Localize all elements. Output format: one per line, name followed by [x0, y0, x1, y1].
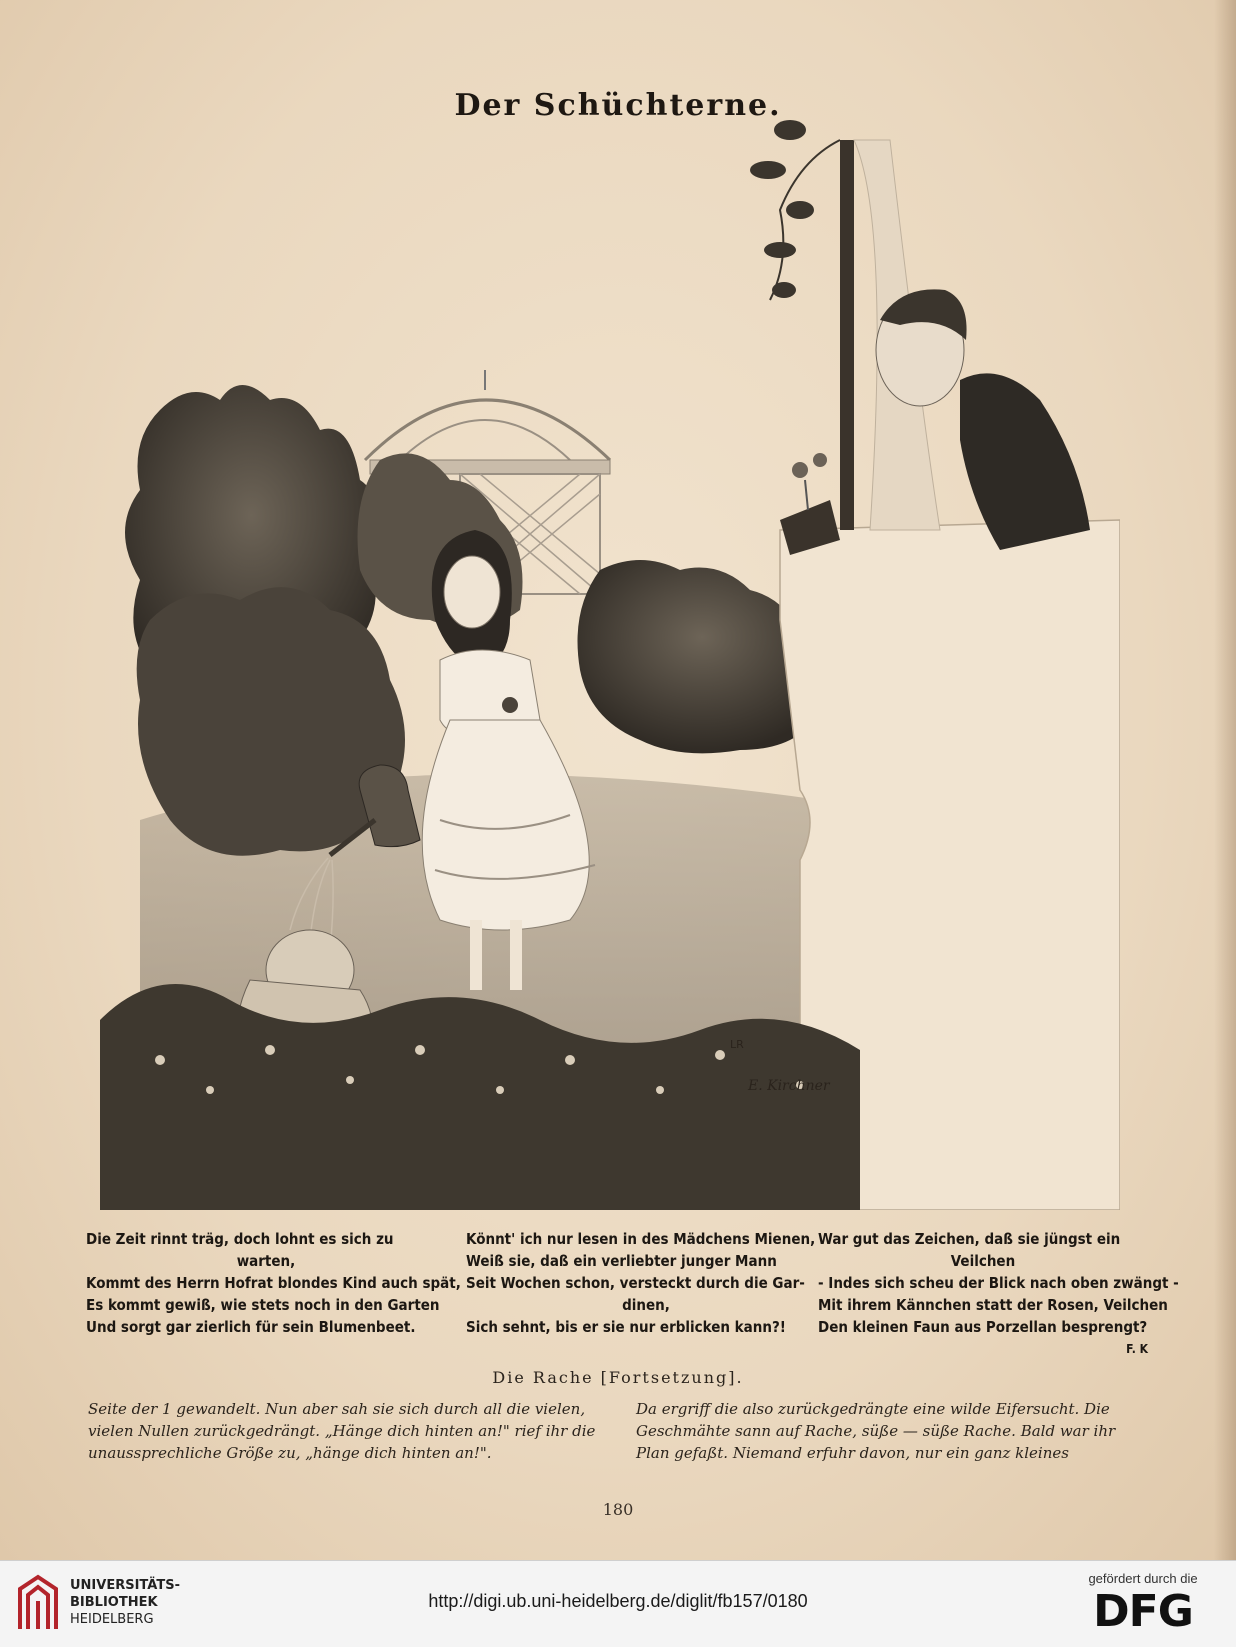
permalink-url[interactable]: http://digi.ub.uni-heidelberg.de/diglit/fb157/0180 [428, 1591, 808, 1611]
prose-line: vielen Nullen zurückgedrängt. „Hänge dich hinten an!" rief ihr die [88, 1422, 596, 1440]
flower-pot [780, 453, 840, 555]
prose-line: Seite der 1 gewandelt. Nun aber sah sie sich durch all die vielen, [88, 1400, 586, 1418]
logo-line: UNIVERSITÄTS- [70, 1578, 180, 1593]
prose-line: Plan gefaßt. Niemand erfuhr davon, nur ein ganz kleines [636, 1444, 1069, 1462]
viewer-footer [0, 1560, 1236, 1647]
poem-line: - Indes sich scheu der Blick nach oben zwängt - [818, 1274, 1179, 1292]
poem-line: Die Zeit rinnt träg, doch lohnt es sich zu [86, 1230, 394, 1248]
poem-line: Seit Wochen schon, versteckt durch die Gar- [466, 1274, 805, 1292]
poem-line: War gut das Zeichen, daß sie jüngst ein [818, 1230, 1121, 1248]
prose-column-left [88, 1398, 596, 1464]
poem-stanza-3 [818, 1228, 1179, 1360]
logo-line: HEIDELBERG [70, 1612, 154, 1627]
prose-heading: Die Rache [Fortsetzung]. [492, 1368, 744, 1387]
page-number: 180 [602, 1500, 634, 1519]
logo-line: BIBLIOTHEK [70, 1595, 158, 1610]
page-edge-shadow [1214, 0, 1236, 1560]
poem-line: warten, [236, 1252, 296, 1270]
funder-label: gefördert durch die [1088, 1571, 1198, 1586]
prose-column-right [636, 1398, 1136, 1464]
poem-line: Kommt des Herrn Hofrat blondes Kind auch spät, [86, 1274, 461, 1292]
funder-block [1068, 1571, 1218, 1638]
poem-stanza-2 [466, 1228, 826, 1338]
poem-line: dinen, [622, 1296, 670, 1314]
artist-signature: E. Kirchner [748, 1078, 830, 1094]
garden-illustration [100, 100, 1120, 1210]
poem-line: Es kommt gewiß, wie stets noch in den Garten [86, 1296, 440, 1314]
poem-line: Mit ihrem Kännchen statt der Rosen, Veilchen [818, 1296, 1168, 1314]
poem-line: Und sorgt gar zierlich für sein Blumenbeet. [86, 1318, 416, 1336]
poem-line: Könnt' ich nur lesen in des Mädchens Mienen, [466, 1230, 816, 1248]
poem-author: F. K [1126, 1342, 1148, 1356]
prose-line: unaussprechliche Größe zu, „hänge dich hinten an!". [88, 1444, 492, 1462]
prose-line: Geschmähte sann auf Rache, süße — süße Rache. Bald war ihr [636, 1422, 1116, 1440]
bush-left [137, 587, 405, 856]
artist-monogram: LR [730, 1038, 744, 1051]
poem-line: Den kleinen Faun aus Porzellan besprengt? [818, 1318, 1148, 1336]
poem-line: Sich sehnt, bis er sie nur erblicken kann?! [466, 1318, 786, 1336]
vine [750, 120, 840, 300]
poem-line: Veilchen [950, 1252, 1016, 1270]
prose-line: Da ergriff die also zurückgedrängte eine wilde Eifersucht. Die [636, 1400, 1110, 1418]
poem-stanza-1 [86, 1228, 461, 1338]
page-title: Der Schüchterne. [454, 88, 782, 123]
poem-line: Weiß sie, daß ein verliebter junger Mann [466, 1252, 777, 1270]
dfg-logo: DFG [1093, 1586, 1193, 1637]
